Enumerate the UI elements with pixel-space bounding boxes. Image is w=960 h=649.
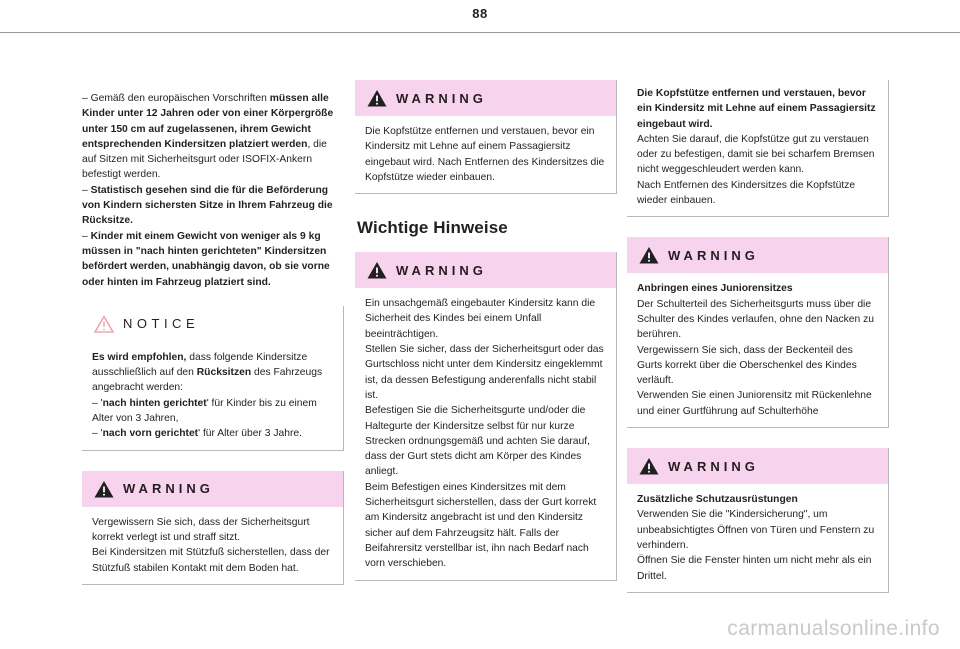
column-3 [627, 80, 889, 613]
notice-label: NOTICE [123, 316, 200, 332]
warning-label: WARNING [668, 247, 759, 263]
warning-text: Vergewissern Sie sich, dass der Sicherheitsgurt korrekt verlegt ist und straff sitzt. Bei Kindersitzen mit Stützfuß sicherstellen, dass der Stützfuß stabilen Kontakt mit dem Boden hat. [92, 516, 330, 574]
warning-label: WARNING [396, 90, 487, 106]
warning-title: Zusätzliche Schutzausrüstungen [637, 494, 798, 506]
warning-icon [639, 246, 659, 264]
warning-box [82, 471, 344, 585]
warning-body [627, 484, 888, 592]
intro-text [82, 91, 344, 290]
warning-title: Anbringen eines Juniorensitzes [637, 283, 793, 295]
intro-item-1: – Gemäß den europäischen Vorschriften müssen alle Kinder unter 12 Jahren oder von einer Körpergröße unter 150 cm auf zugelassenen, ihrem Gewicht entsprechenden Kindersitzen platziert werden, die auf Sitzen mit Sicherheitsgurt oder ISOFIX-Ankern befestigt werden. [82, 93, 334, 181]
info-title: Die Kopfstütze entfernen und verstauen, bevor ein Kindersitz mit Lehne auf einem Passagiersitz eingebaut wird. [637, 88, 876, 130]
info-body [627, 80, 888, 216]
warning-box [355, 252, 617, 580]
warning-label: WARNING [123, 481, 214, 497]
header-divider [0, 32, 960, 33]
info-text: Achten Sie darauf, die Kopfstütze gut zu verstauen oder zu befestigen, damit sie bei scharfem Bremsen nicht weggeschleudert werden kann. Nach Entfernen des Kindersitzes die Kopfstütze wieder einbauen. [637, 133, 875, 207]
column-2 [355, 80, 617, 601]
warning-label: WARNING [668, 458, 759, 474]
notice-box [82, 306, 344, 451]
page-number: 88 [472, 6, 488, 21]
warning-body [355, 116, 616, 193]
warning-icon [367, 261, 387, 279]
column-1 [82, 80, 344, 605]
warning-header [355, 252, 616, 288]
warning-icon [639, 457, 659, 475]
warning-header [627, 448, 888, 484]
warning-label: WARNING [396, 262, 487, 278]
notice-header [82, 306, 343, 342]
warning-text: Die Kopfstütze entfernen und verstauen, bevor ein Kindersitz mit Lehne auf einem Passagiersitz eingebaut wird. Nach Entfernen des Kindersitzes die Kopfstütze wieder einbauen. [365, 126, 605, 183]
intro-item-2: – Statistisch gesehen sind die für die Beförderung von Kindern sichersten Sitze in Ihrem Fahrzeug die Rücksitze. [82, 184, 333, 227]
notice-paragraph: Es wird empfohlen, dass folgende Kindersitze ausschließlich auf den Rücksitzen des Fahrzeugs angebracht werden: [92, 351, 323, 394]
warning-body [355, 288, 616, 579]
warning-box [627, 237, 889, 428]
warning-header [355, 80, 616, 116]
notice-item-2: – 'nach vorn gerichtet' für Alter über 3 Jahre. [92, 428, 302, 440]
warning-header [627, 237, 888, 273]
warning-box [627, 448, 889, 593]
intro-item-3: – Kinder mit einem Gewicht von weniger als 9 kg müssen in "nach hinten gerichteten" Kindersitzen befördert werden, unabhängig davon, ob sie vorne oder hinten im Fahrzeug platziert sind. [82, 230, 330, 288]
warning-text: Ein unsachgemäß eingebauter Kindersitz kann die Sicherheit des Kindes bei einem Unfall beeinträchtigen. Stellen Sie sicher, dass der Sicherheitsgurt oder das Gurtschloss nicht unter dem Kindersitz eingeklemmt ist, da dessen Befestigung anderenfalls nicht stabil ist. Befestigen Sie die Sicherheitsgurte und/oder die Haltegurte der Kindersitze selbst für nur kurze Strecken ordnungsgemäß und achten Sie darauf, dass der Gurt stets dicht am Körper des Kindes anliegt. Beim Befestigen eines Kindersitzes mit dem Sicherheitsgurt sicherstellen, dass der Gurt korrekt am Kindersitz angebracht ist und den Kindersitz sicher auf dem Fahrzeugsitz hält. Falls der Beifahrersitz verstellbar ist, ihn nach Bedarf nach vorn verschieben. [365, 298, 604, 570]
warning-icon [367, 89, 387, 107]
info-box [627, 80, 889, 217]
warning-body [627, 273, 888, 427]
warning-text: Der Schulterteil des Sicherheitsgurts muss über die Schulter des Kindes verlaufen, ohne den Nacken zu berühren. Vergewissern Sie sich, dass der Beckenteil des Gurts korrekt über die Oberschenkel des Kindes verläuft. Verwenden Sie einen Juniorensitz mit Rückenlehne und einer Gurtführung auf Schulterhöhe [637, 298, 874, 417]
warning-header [82, 471, 343, 507]
section-heading: Wichtige Hinweise [357, 218, 508, 238]
notice-icon [94, 315, 114, 333]
notice-item-1: – 'nach hinten gerichtet' für Kinder bis zu einem Alter von 3 Jahren, [92, 397, 317, 425]
notice-body [82, 342, 343, 450]
warning-text: Verwenden Sie die "Kindersicherung", um unbeabsichtigtes Öffnen von Türen und Fenstern zu verhindern. Öffnen Sie die Fenster hinten um nicht mehr als ein Drittel. [637, 509, 875, 582]
warning-body [82, 507, 343, 584]
warning-icon [94, 480, 114, 498]
watermark: carmanualsonline.info [727, 617, 940, 640]
warning-box [355, 80, 617, 194]
